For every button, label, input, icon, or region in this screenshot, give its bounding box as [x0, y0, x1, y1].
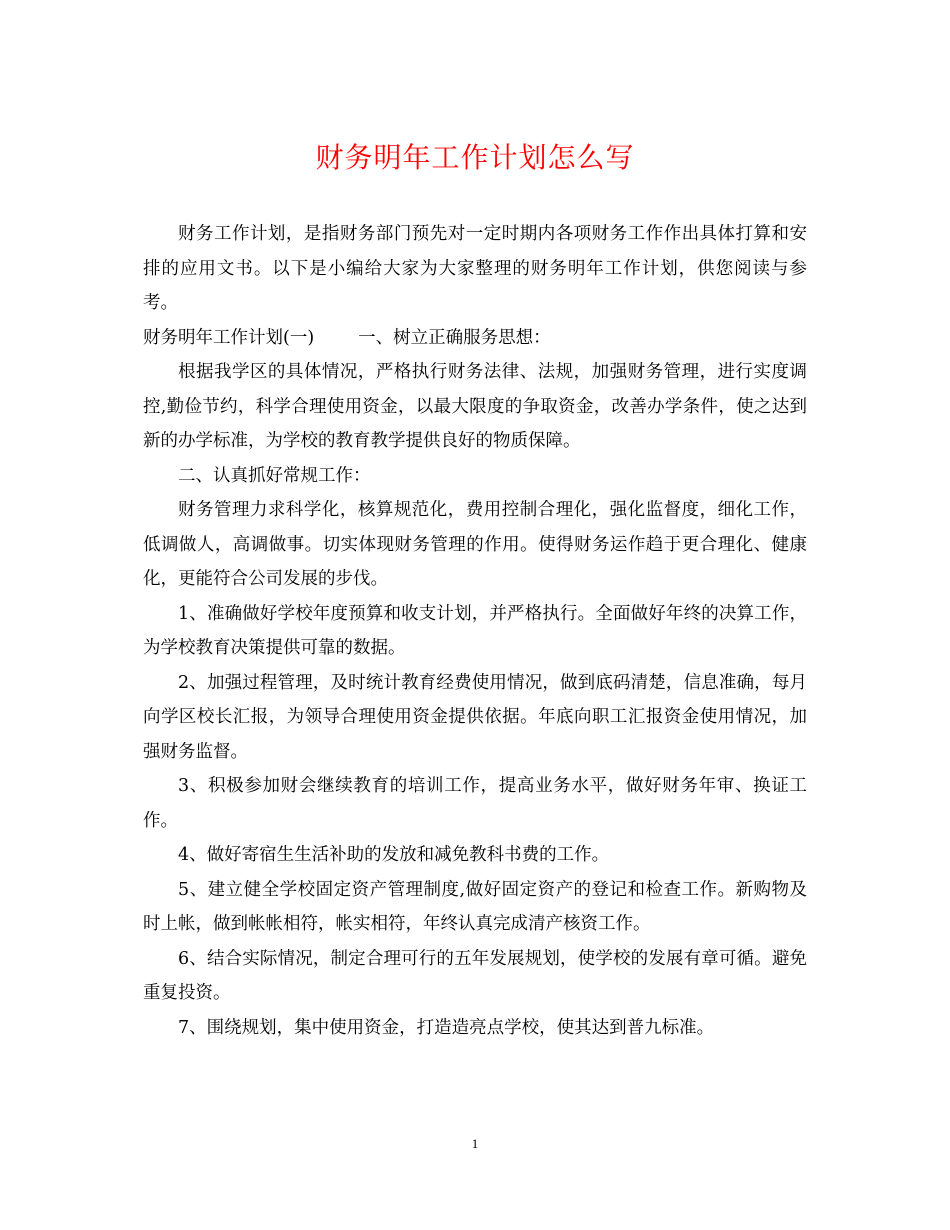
list-item: 2、加强过程管理，及时统计教育经费使用情况，做到底码清楚，信息准确，每月向学区校长汇报，为领导合理使用资金提供依据。年底向职工汇报资金使用情况，加强财务监督。 [143, 672, 807, 762]
section1-paragraph: 根据我学区的具体情况，严格执行财务法律、法规，加强财务管理，进行实度调控,勤俭节约，科学合理使用资金，以最大限度的争取资金，改善办学条件，使之达到新的办学标准，为学校的教育教学提供良好的物质保障。 [143, 362, 807, 451]
list-item: 6、结合实际情况，制定合理可行的五年发展规划，使学校的发展有章可循。避免重复投资。 [143, 948, 807, 1003]
intro-paragraph: 财务工作计划，是指财务部门预先对一定时期内各项财务工作作出具体打算和安排的应用文书。以下是小编给大家为大家整理的财务明年工作计划，供您阅读与参考。 [143, 224, 807, 313]
list-item: 3、积极参加财会继续教育的培训工作，提高业务水平，做好财务年审、换证工作。 [143, 776, 807, 831]
list-item: 1、准确做好学校年度预算和收支计划，并严格执行。全面做好年终的决算工作，为学校教育决策提供可靠的数据。 [143, 603, 807, 658]
page-number: 1 [471, 1136, 479, 1151]
section2-heading: 二、认真抓好常规工作： [178, 465, 371, 486]
list-item: 4、做好寄宿生生活补助的发放和减免教科书费的工作。 [178, 845, 610, 865]
list-item: 7、围绕规划，集中使用资金，打造造亮点学校，使其达到普九标准。 [178, 1017, 715, 1038]
section2-paragraph: 财务管理力求科学化，核算规范化，费用控制合理化，强化监督度，细化工作，低调做人，高调做事。切实体现财务管理的作用。使得财务运作趋于更合理化、健康化，更能符合公司发展的步伐。 [143, 500, 807, 589]
plan-heading: 财务明年工作计划(一) [143, 327, 315, 348]
section1-heading: 一、树立正确服务思想： [358, 327, 551, 348]
document-body [143, 217, 807, 1045]
plan-heading-line [143, 321, 807, 356]
list-item: 5、建立健全学校固定资产管理制度,做好固定资产的登记和检查工作。新购物及时上帐，做到帐帐相符，帐实相符，年终认真完成清产核资工作。 [143, 879, 807, 934]
document-title: 财务明年工作计划怎么写 [315, 141, 635, 174]
